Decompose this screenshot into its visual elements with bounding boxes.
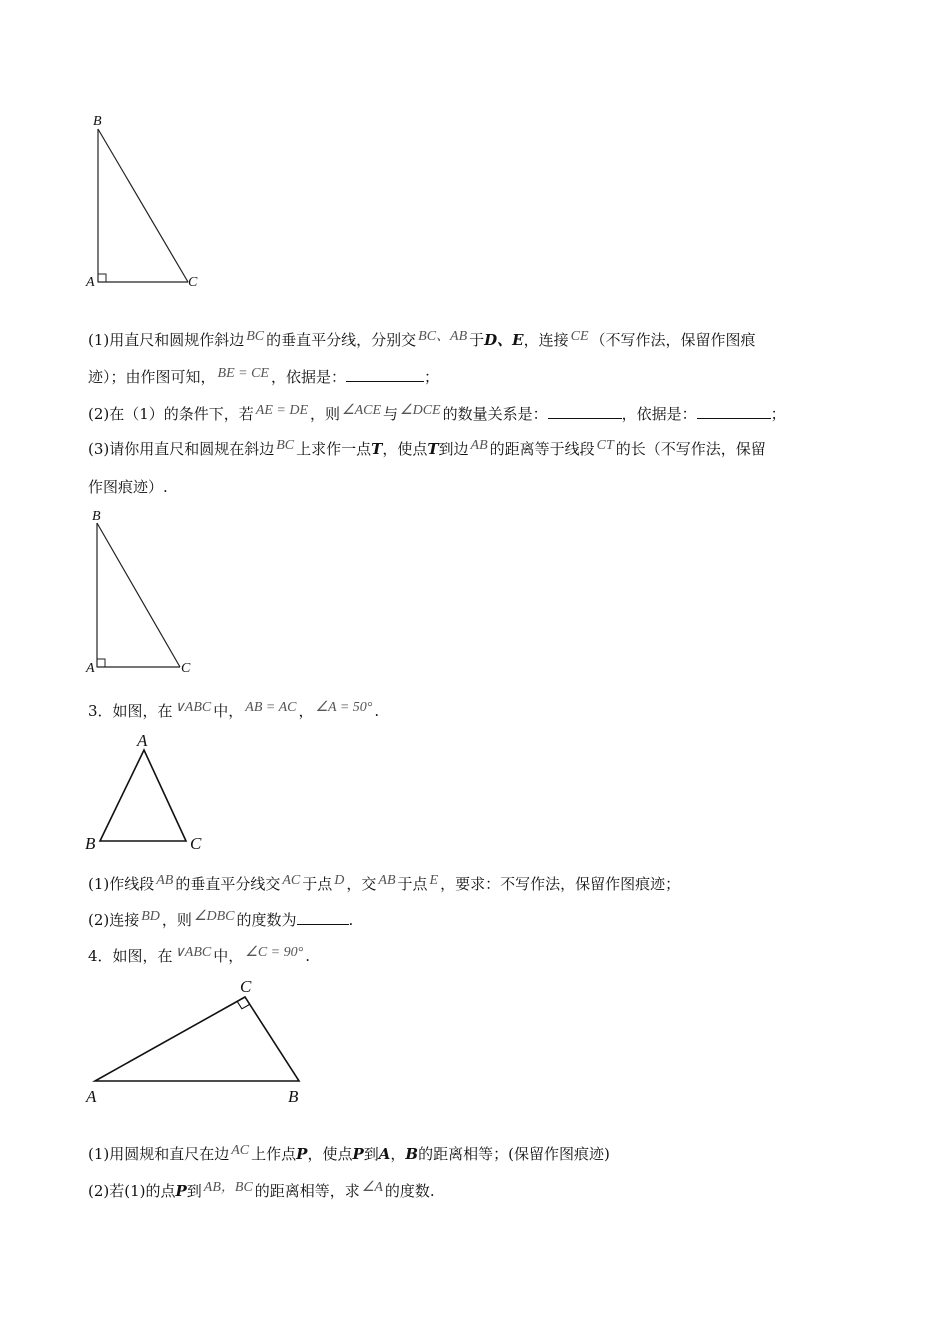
math: AB，BC	[203, 1180, 253, 1195]
text: 的距离相等，求	[254, 1182, 360, 1200]
text: 的距离相等；(保留作图痕迹)	[418, 1145, 610, 1163]
text: 与	[383, 405, 399, 423]
q2-part2	[88, 403, 786, 427]
text: 的数量关系是：	[442, 405, 548, 423]
math: CT	[596, 438, 614, 453]
math: AB	[156, 873, 174, 888]
math: AB	[470, 438, 488, 453]
text: 到边	[438, 440, 469, 458]
math: BE = CE	[217, 366, 269, 381]
q3-part2	[88, 909, 353, 933]
label-b: B	[85, 834, 96, 853]
text: (2)连接	[88, 911, 140, 929]
text: 上求作一点	[296, 440, 372, 458]
answer-blank[interactable]	[697, 404, 771, 419]
q3-intro	[88, 700, 379, 724]
q4-part2	[88, 1180, 435, 1204]
text: ，使点	[307, 1145, 353, 1163]
math: ∨ABC	[174, 945, 212, 960]
label-a: A	[86, 661, 95, 676]
label-c: C	[181, 661, 191, 676]
math: ∠ACE	[342, 403, 382, 418]
label-a: A	[86, 1087, 97, 1106]
text: (3)请你用直尺和圆规在斜边	[88, 440, 275, 458]
figure-isosceles-triangle	[84, 730, 214, 855]
q2-part1-line2	[88, 366, 439, 390]
figure-right-triangle-2	[84, 507, 214, 677]
text: B	[405, 1145, 419, 1163]
text: 中，	[213, 947, 244, 965]
text: 的度数.	[384, 1182, 435, 1200]
text: A	[378, 1145, 391, 1163]
text: .	[305, 947, 310, 965]
text: T	[371, 440, 383, 458]
math: ∠DBC	[193, 909, 235, 924]
text: 到	[363, 1145, 379, 1163]
text: 到	[186, 1182, 202, 1200]
text: 于	[469, 331, 485, 349]
math: BD	[141, 909, 160, 924]
text: 迹）；由作图可知，	[88, 368, 216, 386]
text: 的垂直平分线，分别交	[266, 331, 417, 349]
text: 的垂直平分线交	[175, 875, 281, 893]
math: AC	[282, 873, 301, 888]
answer-blank[interactable]	[346, 367, 424, 382]
math: CE	[570, 329, 589, 344]
text: 3．如图，在	[88, 702, 173, 720]
label-c: C	[188, 275, 198, 290]
text: ；	[423, 368, 439, 386]
label-a: A	[137, 731, 148, 750]
math: ∨ABC	[174, 700, 212, 715]
q2-part3-line2	[88, 476, 168, 498]
text: P	[175, 1182, 187, 1200]
label-a: A	[86, 275, 95, 290]
text: 于点	[397, 875, 428, 893]
text: ，则	[310, 405, 341, 423]
math: BC	[246, 329, 265, 344]
text: (1)用圆规和直尺在边	[88, 1145, 230, 1163]
figure-right-triangle-3	[80, 972, 320, 1112]
text: .	[374, 702, 380, 720]
text: ，要求：不写作法，保留作图痕迹；	[440, 875, 681, 893]
math: AB	[378, 873, 396, 888]
text: ，	[390, 1145, 406, 1163]
text: 上作点	[251, 1145, 297, 1163]
text: ；	[770, 405, 786, 423]
answer-blank[interactable]	[297, 910, 349, 925]
label-c: C	[240, 977, 252, 996]
math: BC	[276, 438, 295, 453]
q2-part3-line1	[88, 438, 766, 462]
q2-part1-line1	[88, 329, 756, 353]
figure-right-triangle-1	[84, 112, 214, 292]
text: ，使点	[382, 440, 428, 458]
text: ，依据是：	[270, 368, 346, 386]
text: 的距离等于线段	[489, 440, 595, 458]
math: D	[334, 873, 345, 888]
text: .	[348, 911, 354, 929]
math: BC、AB	[418, 329, 468, 344]
text: (2)在（1）的条件下，若	[88, 405, 254, 423]
label-b: B	[92, 509, 101, 524]
q4-intro	[88, 945, 310, 969]
text: 作图痕迹）.	[88, 478, 168, 496]
text: P	[296, 1145, 308, 1163]
math: ∠C = 90°	[245, 945, 304, 960]
text: 的长（不写作法，保留	[615, 440, 766, 458]
text: ，连接	[523, 331, 569, 349]
text: (2)若(1)的点	[88, 1182, 176, 1200]
text: ，交	[346, 875, 377, 893]
text: 的度数为	[236, 911, 297, 929]
text: ，	[298, 702, 314, 720]
math: AB = AC	[245, 700, 297, 715]
text: 中，	[213, 702, 244, 720]
label-b: B	[93, 114, 102, 129]
text: 于点	[302, 875, 333, 893]
math: AE = DE	[255, 403, 309, 418]
math: ∠A = 50°	[315, 700, 373, 715]
text: （不写作法，保留作图痕	[590, 331, 756, 349]
text: 4．如图，在	[88, 947, 173, 965]
q3-part1	[88, 873, 680, 897]
text: (1)作线段	[88, 875, 155, 893]
text: D、E	[484, 331, 524, 349]
text: ，则	[161, 911, 192, 929]
text: (1)用直尺和圆规作斜边	[88, 331, 245, 349]
math: ∠A	[361, 1180, 383, 1195]
math: AC	[231, 1143, 250, 1158]
label-b: B	[288, 1087, 299, 1106]
answer-blank[interactable]	[548, 404, 622, 419]
q4-part1	[88, 1143, 610, 1167]
text: T	[427, 440, 439, 458]
math: E	[429, 873, 439, 888]
text: ，依据是：	[621, 405, 697, 423]
text: P	[352, 1145, 364, 1163]
math: ∠DCE	[400, 403, 441, 418]
label-c: C	[190, 834, 202, 853]
